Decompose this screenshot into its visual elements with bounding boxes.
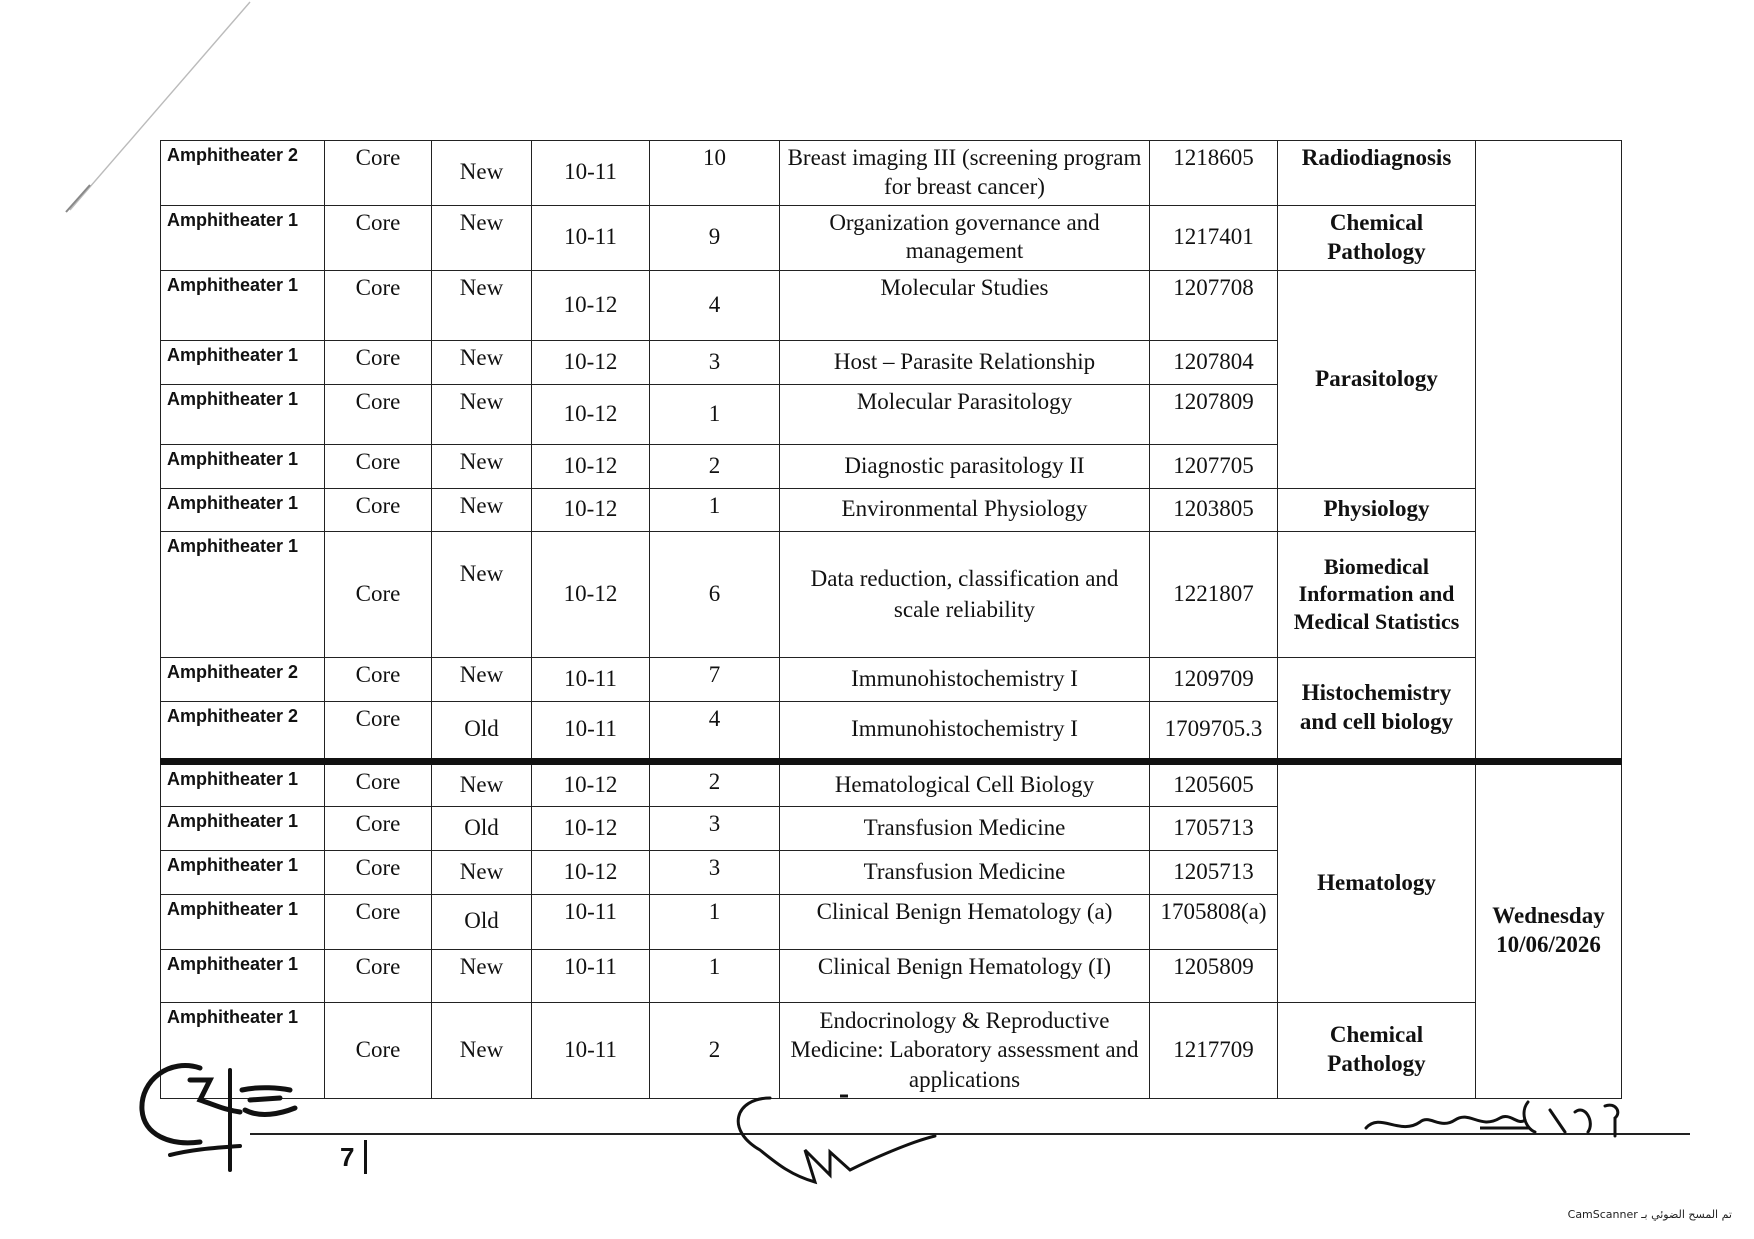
department-cell: Parasitology: [1278, 270, 1476, 488]
status-cell: Old: [432, 701, 532, 761]
count-cell: 6: [650, 531, 780, 657]
course-name-cell: Immunohistochemistry I: [780, 657, 1150, 701]
page-number: 7: [340, 1142, 355, 1172]
table-row: [161, 270, 1622, 340]
department-cell: Chemical Pathology: [1278, 1002, 1476, 1098]
hall-cell: Amphitheater 2: [161, 141, 325, 206]
signature-right: [1360, 1092, 1630, 1152]
course-name-cell: Transfusion Medicine: [780, 806, 1150, 850]
time-cell: 10-12: [532, 340, 650, 384]
course-type-cell: Core: [325, 141, 432, 206]
course-code-cell: 1207809: [1150, 384, 1278, 444]
course-type-cell: Core: [325, 761, 432, 806]
time-cell: 10-11: [532, 701, 650, 761]
course-code-cell: 1709705.3: [1150, 701, 1278, 761]
count-cell: 7: [650, 657, 780, 701]
hall-cell: Amphitheater 1: [161, 761, 325, 806]
count-cell: 3: [650, 340, 780, 384]
course-type-cell: Core: [325, 340, 432, 384]
time-cell: 10-12: [532, 444, 650, 488]
table-row: [161, 205, 1622, 270]
time-cell: 10-12: [532, 488, 650, 531]
hall-cell: Amphitheater 1: [161, 205, 325, 270]
hall-cell: Amphitheater 1: [161, 1002, 325, 1098]
course-type-cell: Core: [325, 384, 432, 444]
status-cell: New: [432, 141, 532, 206]
hall-cell: Amphitheater 1: [161, 806, 325, 850]
time-cell: 10-12: [532, 806, 650, 850]
table-row: [161, 141, 1622, 206]
signature-left: [130, 1050, 330, 1180]
page-number-bar: [364, 1140, 367, 1174]
count-cell: 3: [650, 806, 780, 850]
course-code-cell: 1205809: [1150, 949, 1278, 1002]
course-code-cell: 1203805: [1150, 488, 1278, 531]
time-cell: 10-11: [532, 1002, 650, 1098]
count-cell: 10: [650, 141, 780, 206]
count-cell: 1: [650, 384, 780, 444]
exam-date-label: 10/06/2026: [1496, 932, 1601, 957]
course-name-cell: Molecular Studies: [780, 270, 1150, 340]
department-cell: Chemical Pathology: [1278, 205, 1476, 270]
course-name-cell: Molecular Parasitology: [780, 384, 1150, 444]
course-type-cell: Core: [325, 701, 432, 761]
time-cell: 10-12: [532, 850, 650, 894]
table-row: [161, 488, 1622, 531]
table-row: [161, 531, 1622, 657]
status-cell: Old: [432, 806, 532, 850]
department-cell: Hematology: [1278, 761, 1476, 1002]
scanner-watermark: تم المسح الضوئي بـ CamScanner: [1567, 1208, 1732, 1221]
day-cell-empty: [1476, 141, 1622, 762]
course-code-cell: 1217401: [1150, 205, 1278, 270]
course-code-cell: 1705808(a): [1150, 894, 1278, 949]
status-cell: New: [432, 340, 532, 384]
status-cell: New: [432, 850, 532, 894]
course-name-cell: Clinical Benign Hematology (a): [780, 894, 1150, 949]
course-code-cell: 1705713: [1150, 806, 1278, 850]
count-cell: 3: [650, 850, 780, 894]
department-cell: Histochemistry and cell biology: [1278, 657, 1476, 761]
table-row: [161, 1002, 1622, 1098]
count-cell: 4: [650, 701, 780, 761]
course-code-cell: 1207804: [1150, 340, 1278, 384]
course-type-cell: Core: [325, 894, 432, 949]
hall-cell: Amphitheater 1: [161, 531, 325, 657]
course-type-cell: Core: [325, 657, 432, 701]
exam-day-cell: [1476, 761, 1622, 1098]
hall-cell: Amphitheater 1: [161, 949, 325, 1002]
department-cell: Radiodiagnosis: [1278, 141, 1476, 206]
hall-cell: Amphitheater 1: [161, 444, 325, 488]
course-code-cell: 1207708: [1150, 270, 1278, 340]
status-cell: New: [432, 205, 532, 270]
status-cell: New: [432, 949, 532, 1002]
department-cell: Physiology: [1278, 488, 1476, 531]
time-cell: 10-12: [532, 761, 650, 806]
hall-cell: Amphitheater 1: [161, 894, 325, 949]
course-code-cell: 1218605: [1150, 141, 1278, 206]
time-cell: 10-11: [532, 949, 650, 1002]
count-cell: 2: [650, 1002, 780, 1098]
time-cell: 10-11: [532, 657, 650, 701]
course-code-cell: 1205605: [1150, 761, 1278, 806]
course-name-cell: Organization governance and management: [780, 205, 1150, 270]
signature-center: [720, 1090, 940, 1190]
status-cell: New: [432, 657, 532, 701]
table-row: [161, 657, 1622, 701]
count-cell: 1: [650, 488, 780, 531]
course-code-cell: 1217709: [1150, 1002, 1278, 1098]
time-cell: 10-11: [532, 894, 650, 949]
course-name-cell: Data reduction, classification and scale reliability: [780, 531, 1150, 657]
course-name-cell: Clinical Benign Hematology (I): [780, 949, 1150, 1002]
hall-cell: Amphitheater 1: [161, 488, 325, 531]
hall-cell: Amphitheater 1: [161, 340, 325, 384]
department-cell: Biomedical Information and Medical Statistics: [1278, 531, 1476, 657]
course-name-cell: Transfusion Medicine: [780, 850, 1150, 894]
table-row: [161, 761, 1622, 806]
course-type-cell: Core: [325, 444, 432, 488]
time-cell: 10-12: [532, 384, 650, 444]
course-type-cell: Core: [325, 488, 432, 531]
course-name-cell: Host – Parasite Relationship: [780, 340, 1150, 384]
course-type-cell: Core: [325, 949, 432, 1002]
course-type-cell: Core: [325, 531, 432, 657]
course-code-cell: 1209709: [1150, 657, 1278, 701]
status-cell: New: [432, 444, 532, 488]
status-cell: Old: [432, 894, 532, 949]
weekday-label: Wednesday: [1492, 903, 1605, 929]
course-code-cell: 1205713: [1150, 850, 1278, 894]
time-cell: 10-12: [532, 531, 650, 657]
count-cell: 9: [650, 205, 780, 270]
course-code-cell: 1207705: [1150, 444, 1278, 488]
count-cell: 2: [650, 761, 780, 806]
hall-cell: Amphitheater 1: [161, 270, 325, 340]
hall-cell: Amphitheater 1: [161, 384, 325, 444]
count-cell: 2: [650, 444, 780, 488]
hall-cell: Amphitheater 2: [161, 657, 325, 701]
count-cell: 1: [650, 949, 780, 1002]
exam-schedule-table: [160, 140, 1622, 1099]
course-name-cell: Breast imaging III (screening program for breast cancer): [780, 141, 1150, 206]
status-cell: New: [432, 270, 532, 340]
course-type-cell: Core: [325, 270, 432, 340]
course-name-cell: Hematological Cell Biology: [780, 761, 1150, 806]
course-name-cell: Diagnostic parasitology II: [780, 444, 1150, 488]
course-name-cell: Endocrinology & Reproductive Medicine: Laboratory assessment and applications: [780, 1002, 1150, 1098]
status-cell: New: [432, 384, 532, 444]
course-name-cell: Environmental Physiology: [780, 488, 1150, 531]
course-type-cell: Core: [325, 850, 432, 894]
status-cell: New: [432, 761, 532, 806]
course-code-cell: 1221807: [1150, 531, 1278, 657]
time-cell: 10-12: [532, 270, 650, 340]
status-cell: New: [432, 1002, 532, 1098]
time-cell: 10-11: [532, 141, 650, 206]
course-type-cell: Core: [325, 806, 432, 850]
time-cell: 10-11: [532, 205, 650, 270]
hall-cell: Amphitheater 1: [161, 850, 325, 894]
status-cell: New: [432, 488, 532, 531]
status-cell: New: [432, 531, 532, 657]
count-cell: 1: [650, 894, 780, 949]
course-name-cell: Immunohistochemistry I: [780, 701, 1150, 761]
count-cell: 4: [650, 270, 780, 340]
course-type-cell: Core: [325, 205, 432, 270]
hall-cell: Amphitheater 2: [161, 701, 325, 761]
course-type-cell: Core: [325, 1002, 432, 1098]
